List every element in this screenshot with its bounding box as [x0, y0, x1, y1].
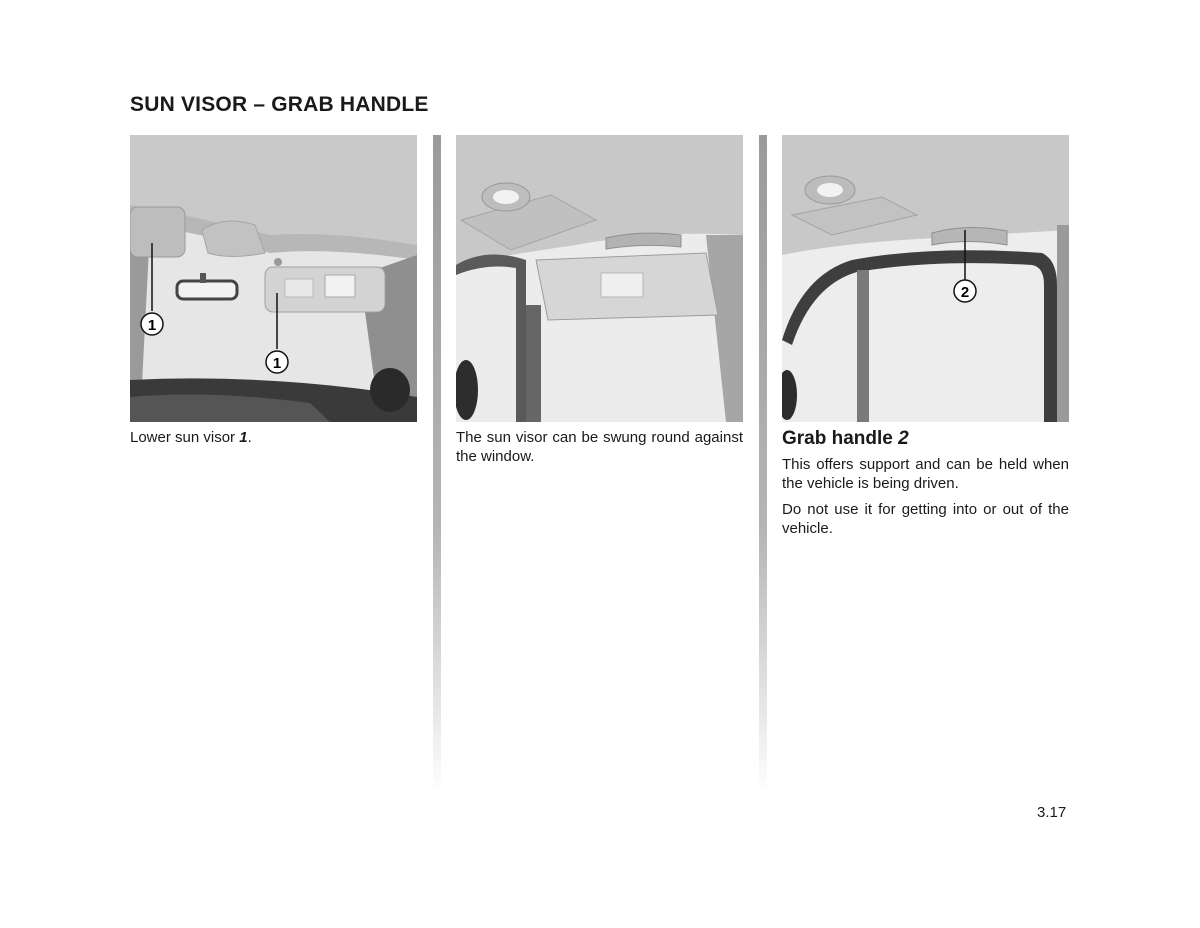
column-grab-handle [782, 135, 1069, 546]
column-divider [759, 135, 767, 795]
column-lower-sun-visor [130, 135, 417, 448]
photo-lower-sun-visor [130, 135, 417, 422]
callout-1 [141, 313, 163, 335]
caption: The sun visor can be swung round against the window. [456, 429, 743, 465]
caption [130, 429, 417, 448]
photo-swung-visor [456, 135, 743, 422]
callout-number: 2 [960, 284, 970, 301]
photo-grab-handle [782, 135, 1069, 422]
callout-1 [266, 351, 288, 373]
column-divider [433, 135, 441, 795]
paragraph: This offers support and can be held when the vehicle is being driven. [782, 456, 1069, 492]
paragraph: Do not use it for getting into or out of the vehicle. [782, 501, 1069, 537]
page-number: 3.17 [1037, 804, 1067, 821]
callout-2 [954, 280, 976, 302]
column-swung-visor [456, 135, 743, 466]
callout-number: 1 [147, 317, 157, 334]
callout-number: 1 [272, 355, 282, 372]
caption-ref: 1 [239, 429, 248, 446]
heading-text: Grab handle [782, 428, 899, 449]
page-title: SUN VISOR – GRAB HANDLE [130, 93, 429, 116]
caption-end: . [247, 429, 252, 446]
heading-ref: 2 [898, 428, 909, 449]
section-heading [782, 428, 1069, 450]
caption-text: Lower sun visor [130, 429, 240, 446]
